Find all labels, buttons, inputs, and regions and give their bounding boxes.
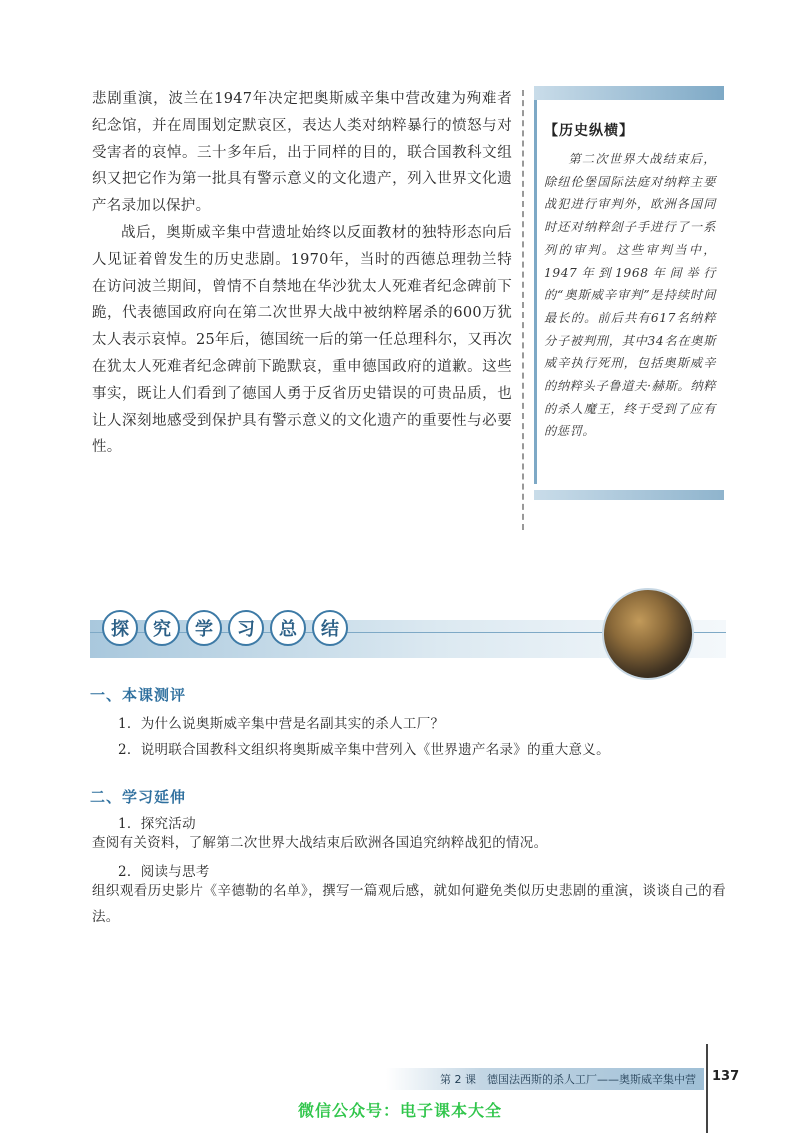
- activity-title: 1．探究活动: [118, 816, 196, 832]
- sidebar-bottom-bar: [534, 490, 724, 500]
- banner-char: 探: [102, 610, 138, 646]
- banner-char: 结: [312, 610, 348, 646]
- sidebar-left-bar: [534, 100, 537, 484]
- footer-lesson-title: 第 2 课 德国法西斯的杀人工厂——奥斯威辛集中营: [386, 1068, 704, 1090]
- summary-banner: [90, 608, 726, 660]
- watermark-text: 微信公众号：电子课本大全: [297, 1101, 502, 1120]
- main-text: [92, 86, 512, 461]
- banner-char: 习: [228, 610, 264, 646]
- banner-char: 总: [270, 610, 306, 646]
- sidebar-body: 第二次世界大战结束后，除纽伦堡国际法庭对纳粹主要战犯进行审判外，欧洲各国同时还对纳粹刽子手进行了一系列的审判。这些审判当中，1947年到1968年间举行的“奥斯威辛审判”是持续时间最长的。前后共有617名纳粹分子被判刑，其中34名在奥斯威辛执行死刑，包括奥斯威辛的纳粹头子鲁道夫·赫斯。纳粹的杀人魔王，终于受到了应有的惩罚。: [544, 152, 716, 439]
- question-2: 2．说明联合国教科文组织将奥斯威辛集中营列入《世界遗产名录》的重大意义。: [118, 742, 610, 758]
- history-sidebar: [534, 86, 724, 500]
- banner-char: 究: [144, 610, 180, 646]
- main-paragraph-2: 战后，奥斯威辛集中营遗址始终以反面教材的独特形态向后人见证着曾发生的历史悲剧。1970年，当时的西德总理勃兰特在访问波兰期间，曾情不自禁地在华沙犹太人死难者纪念碑前下跪，代表德国政府向在第二次世界大战中被纳粹屠杀的600万犹太人表示哀悼。25年后，德国统一后的第一任总理科尔，又再次在犹太人死难者纪念碑前下跪默哀，重申德国政府的道歉。这些事实，既让人们看到了德国人勇于反省历史错误的可贵品质，也让人深刻地感受到保护具有警示意义的文化遗产的重要性与必要性。: [92, 224, 512, 456]
- activity-text: 查阅有关资料，了解第二次世界大战结束后欧洲各国追究纳粹战犯的情况。: [92, 835, 548, 851]
- section-heading-extension: 二、学习延伸: [90, 788, 187, 806]
- question-1: 1．为什么说奥斯威辛集中营是名副其实的杀人工厂？: [118, 716, 445, 732]
- page-number: 137: [712, 1069, 740, 1084]
- banner-char: 学: [186, 610, 222, 646]
- main-paragraph-1: 悲剧重演，波兰在1947年决定把奥斯威辛集中营改建为殉难者纪念馆，并在周围划定默哀区，表达人类对纳粹暴行的愤怒与对受害者的哀悼。三十多年后，出于同样的目的，联合国教科文组织又把它作为第一批具有警示意义的文化遗产，列入世界文化遗产名录加以保护。: [92, 91, 512, 215]
- section-heading-assessment: 一、本课测评: [90, 686, 187, 704]
- sidebar-title: 【历史纵横】: [544, 123, 634, 139]
- reading-title: 2．阅读与思考: [118, 864, 210, 880]
- reading-text: 组织观看历史影片《辛德勒的名单》，撰写一篇观后感，就如何避免类似历史悲剧的重演，谈谈自己的看法。: [92, 883, 726, 925]
- banner-title: [102, 610, 348, 646]
- column-divider: [522, 90, 524, 530]
- sidebar-top-bar: [534, 86, 724, 100]
- historical-photo-image: [602, 588, 694, 680]
